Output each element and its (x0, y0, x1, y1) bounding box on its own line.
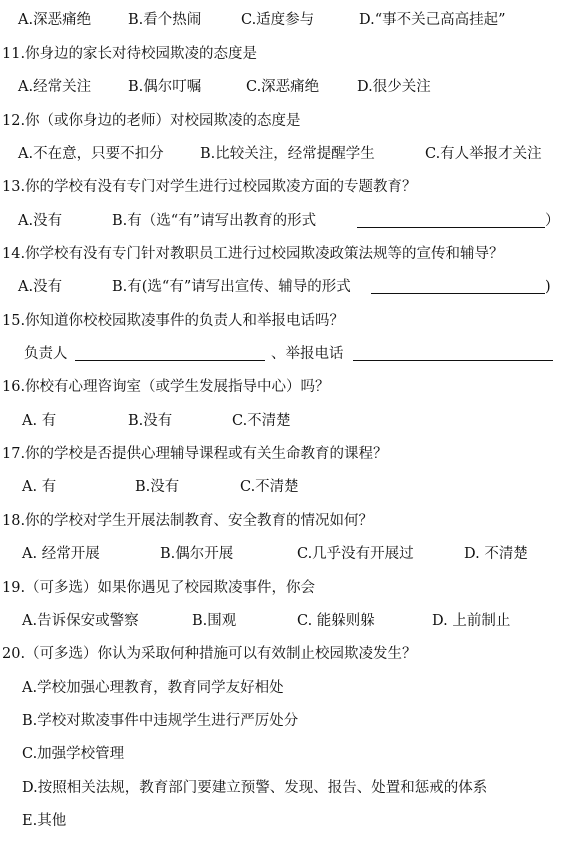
q15-contact-person-label: 负责人 (24, 346, 68, 362)
q20-option-a[interactable]: A.学校加强心理教育，教育同学友好相处 (22, 680, 284, 696)
q13-stem: 13.你的学校有没有专门对学生进行过校园欺凌方面的专题教育？ (2, 179, 417, 195)
q14-option-b[interactable]: B.有(选“有”请写出宣传、辅导的形式 (112, 279, 351, 295)
q18-option-a[interactable]: A. 经常开展 (22, 546, 100, 562)
q19-options (0, 608, 573, 634)
q11-option-c[interactable]: C.深恶痛绝 (246, 79, 320, 95)
q11-option-b[interactable]: B.偶尔叮嘱 (128, 79, 202, 95)
q13-close-paren: ） (545, 213, 560, 229)
q10-option-c[interactable]: C.适度参与 (241, 12, 315, 28)
q11-options (0, 74, 573, 100)
q15-stem: 15.你知道你校校园欺凌事件的负责人和举报电话吗？ (2, 313, 345, 329)
q15-fields (0, 341, 573, 367)
q15-hotline-blank[interactable] (353, 360, 553, 361)
q10-option-d[interactable]: D.“事不关己高高挂起” (359, 12, 506, 28)
q19-stem: 19.（可多选）如果你遇见了校园欺凌事件，你会 (2, 580, 316, 596)
q15-hotline-label: 、举报电话 (271, 346, 344, 362)
q16-options (0, 408, 573, 434)
q19-option-c[interactable]: C. 能躲则躲 (297, 613, 375, 629)
q12-stem: 12.你（或你身边的老师）对校园欺凌的态度是 (2, 113, 301, 129)
q18-options (0, 541, 573, 567)
q19-option-a[interactable]: A.告诉保安或警察 (22, 613, 139, 629)
q13-option-a[interactable]: A.没有 (18, 213, 63, 229)
q18-stem: 18.你的学校对学生开展法制教育、安全教育的情况如何？ (2, 513, 374, 529)
q12-option-b[interactable]: B.比较关注，经常提醒学生 (200, 146, 375, 162)
q18-option-d[interactable]: D. 不清楚 (464, 546, 528, 562)
q10-option-a[interactable]: A.深恶痛绝 (18, 12, 92, 28)
q17-stem: 17.你的学校是否提供心理辅导课程或有关生命教育的课程？ (2, 446, 388, 462)
q14-option-a[interactable]: A.没有 (18, 279, 63, 295)
q15-contact-person-blank[interactable] (75, 360, 265, 361)
q12-option-a[interactable]: A.不在意，只要不扣分 (18, 146, 164, 162)
q14-answer-blank[interactable] (371, 293, 545, 294)
q14-options (0, 274, 573, 300)
q14-stem: 14.你学校有没有专门针对教职员工进行过校园欺凌政策法规等的宣传和辅导？ (2, 246, 504, 262)
q12-option-c[interactable]: C.有人举报才关注 (425, 146, 542, 162)
q11-option-a[interactable]: A.经常关注 (18, 79, 92, 95)
q20-stem: 20.（可多选）你认为采取何种措施可以有效制止校园欺凌发生？ (2, 646, 417, 662)
q16-option-b[interactable]: B.没有 (128, 413, 173, 429)
q18-option-b[interactable]: B.偶尔开展 (160, 546, 234, 562)
q13-answer-blank[interactable] (357, 227, 545, 228)
q17-option-b[interactable]: B.没有 (135, 479, 180, 495)
q17-options (0, 474, 573, 500)
q20-option-d[interactable]: D.按照相关法规，教育部门要建立预警、发现、报告、处置和惩戒的体系 (22, 780, 488, 796)
q10-options (0, 7, 573, 33)
q13-options (0, 208, 573, 234)
q14-close-paren: ) (545, 279, 551, 295)
q16-option-a[interactable]: A. 有 (22, 413, 57, 429)
q13-option-b[interactable]: B.有（选“有”请写出教育的形式 (112, 213, 317, 229)
q20-option-b[interactable]: B.学校对欺凌事件中违规学生进行严厉处分 (22, 713, 299, 729)
q20-option-c[interactable]: C.加强学校管理 (22, 746, 125, 762)
q12-options (0, 141, 573, 167)
q20-option-e[interactable]: E.其他 (22, 813, 67, 829)
q18-option-c[interactable]: C.几乎没有开展过 (297, 546, 414, 562)
q11-option-d[interactable]: D.很少关注 (357, 79, 431, 95)
q19-option-d[interactable]: D. 上前制止 (432, 613, 511, 629)
q17-option-c[interactable]: C.不清楚 (240, 479, 299, 495)
q19-option-b[interactable]: B.围观 (192, 613, 237, 629)
q16-option-c[interactable]: C.不清楚 (232, 413, 291, 429)
q16-stem: 16.你校有心理咨询室（或学生发展指导中心）吗？ (2, 379, 330, 395)
q11-stem: 11.你身边的家长对待校园欺凌的态度是 (2, 46, 258, 62)
q17-option-a[interactable]: A. 有 (22, 479, 57, 495)
q10-option-b[interactable]: B.看个热闹 (128, 12, 202, 28)
